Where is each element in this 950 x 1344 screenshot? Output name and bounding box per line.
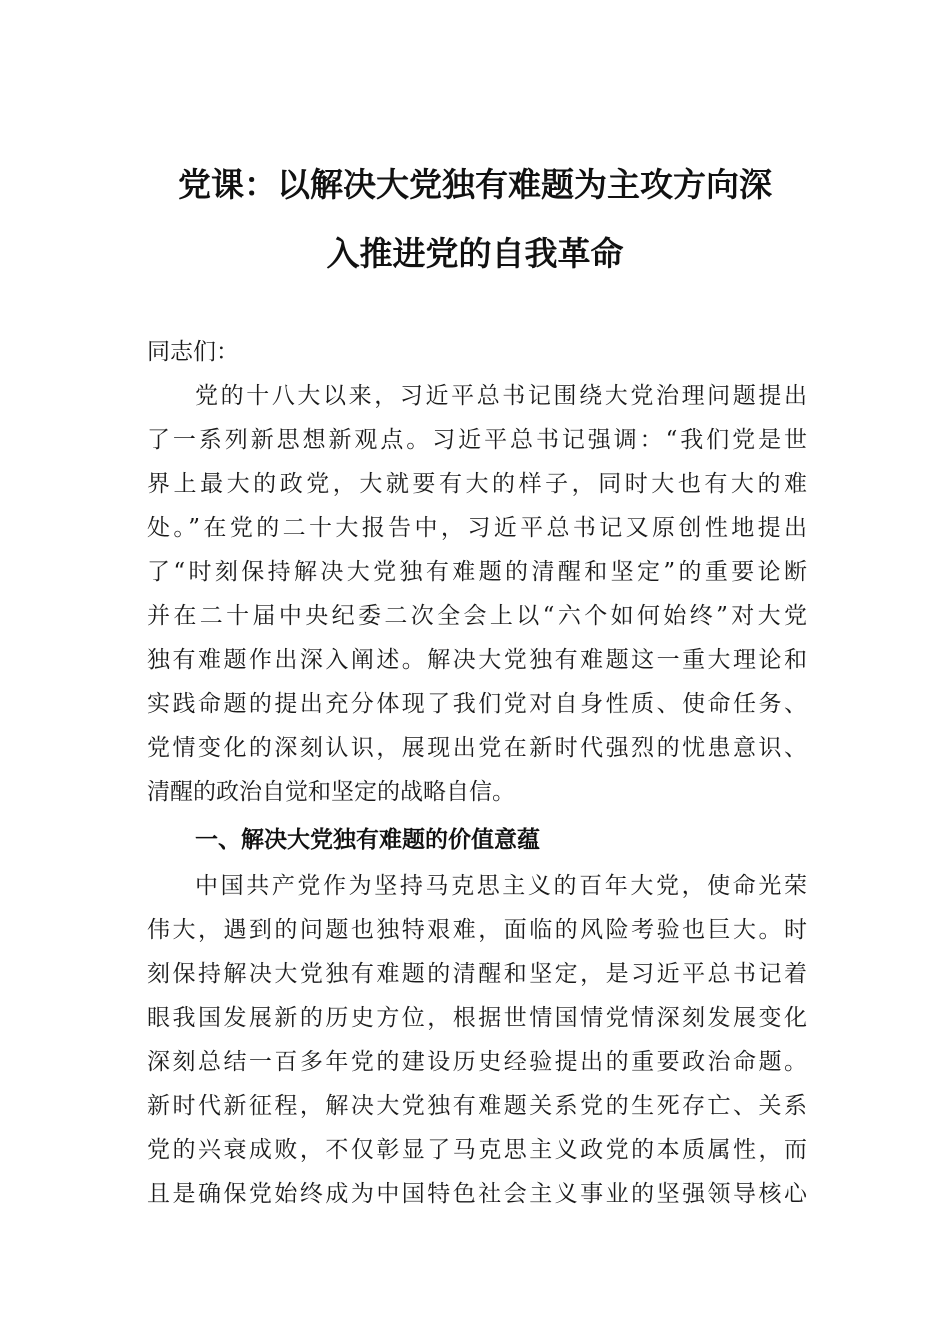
- paragraph-line: 且是确保党始终成为中国特色社会主义事业的坚强领导核心: [147, 1181, 807, 1207]
- document-title-line-2: 入推进党的自我革命: [326, 234, 624, 273]
- paragraph-line: 独有难题作出深入阐述。解决大党独有难题这一重大理论和: [147, 647, 807, 673]
- greeting: 同志们：: [147, 339, 239, 365]
- paragraph-line: 并在二十届中央纪委二次全会上以“六个如何始终”对大党: [147, 603, 807, 629]
- document-title-line-1: 党课：以解决大党独有难题为主攻方向深: [178, 165, 772, 204]
- paragraph-line: 眼我国发展新的历史方位，根据世情国情党情深刻发展变化: [147, 1005, 807, 1031]
- paragraph-line: 党情变化的深刻认识，展现出党在新时代强烈的忧患意识、: [147, 735, 807, 761]
- section-heading: 一、解决大党独有难题的价值意蕴: [195, 827, 540, 853]
- paragraph-line: 深刻总结一百多年党的建设历史经验提出的重要政治命题。: [147, 1049, 807, 1075]
- paragraph-line: 了一系列新思想新观点。习近平总书记强调：“我们党是世: [147, 427, 807, 453]
- paragraph-line: 党的十八大以来，习近平总书记围绕大党治理问题提出: [195, 383, 807, 409]
- paragraph-line: 刻保持解决大党独有难题的清醒和坚定，是习近平总书记着: [147, 961, 807, 987]
- paragraph-line: 新时代新征程，解决大党独有难题关系党的生死存亡、关系: [147, 1093, 807, 1119]
- paragraph-line: 界上最大的政党，大就要有大的样子，同时大也有大的难: [147, 471, 807, 497]
- paragraph-line: 清醒的政治自觉和坚定的战略自信。: [147, 779, 515, 805]
- paragraph-line: 党的兴衰成败，不仅彰显了马克思主义政党的本质属性，而: [147, 1137, 807, 1163]
- paragraph-line: 中国共产党作为坚持马克思主义的百年大党，使命光荣: [195, 873, 807, 899]
- paragraph-line: 了“时刻保持解决大党独有难题的清醒和坚定”的重要论断: [147, 559, 807, 585]
- paragraph-line: 实践命题的提出充分体现了我们党对自身性质、使命任务、: [147, 691, 807, 717]
- paragraph-line: 处。”在党的二十大报告中，习近平总书记又原创性地提出: [147, 515, 807, 541]
- paragraph-line: 伟大，遇到的问题也独特艰难，面临的风险考验也巨大。时: [147, 917, 807, 943]
